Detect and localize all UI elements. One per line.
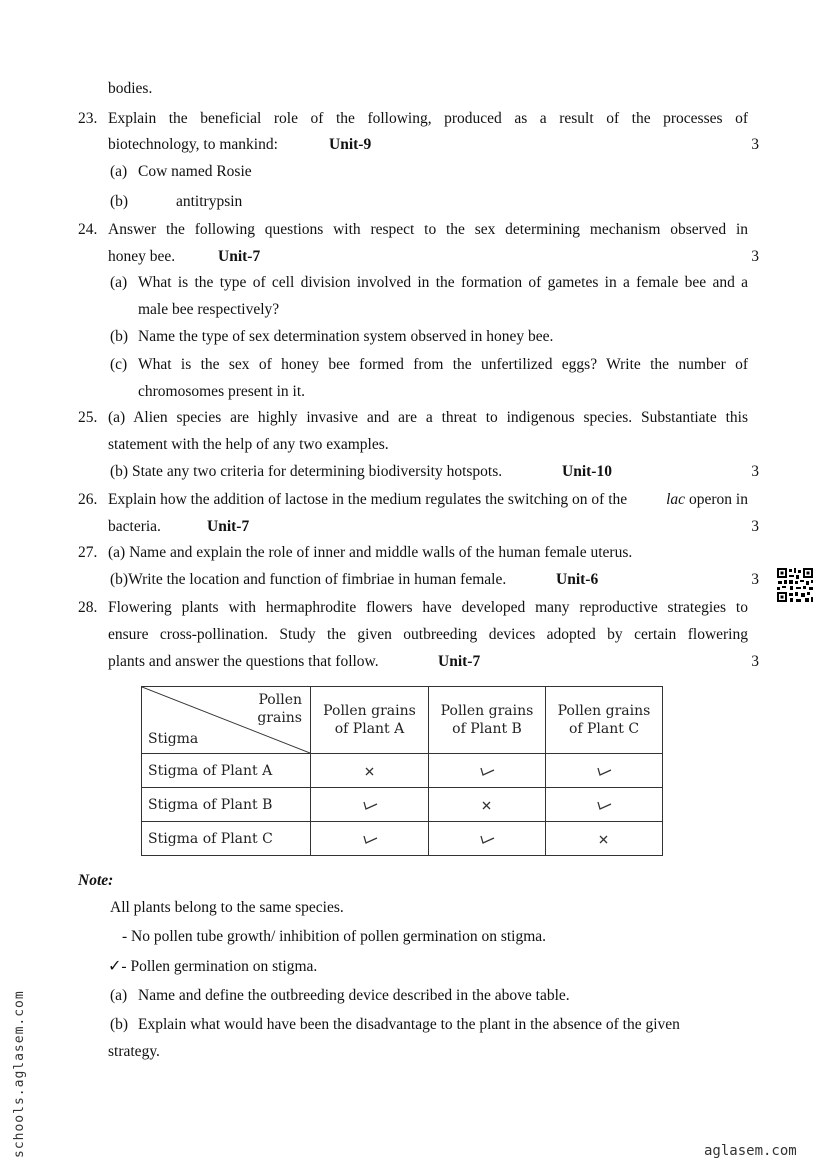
side-watermark: schools.aglasem.com: [12, 990, 27, 1158]
cross-icon: [595, 833, 613, 845]
cell-mark: [429, 788, 546, 822]
q25-line1: (a) Alien species are highly invasive and are a threat to indigenous species. Substantiate this: [108, 409, 748, 426]
table-row: [142, 822, 663, 856]
tick-icon: [595, 799, 613, 811]
corner-top-label-1: Pollen: [258, 692, 302, 708]
col-header-b-line2: of Plant B: [452, 721, 522, 737]
note-line3: [108, 957, 317, 976]
tick-icon: [478, 833, 496, 845]
q27-marks: 3: [751, 571, 759, 588]
q24-c-line2: chromosomes present in it.: [138, 383, 306, 400]
q24-line2: honey bee.: [108, 248, 176, 265]
q25-marks: 3: [751, 463, 759, 480]
col-header-plant-a: [311, 687, 429, 754]
qr-code-icon: [776, 567, 814, 603]
q27-unit: Unit-6: [556, 571, 599, 588]
note-line2: - No pollen tube growth/ inhibition of pollen germination on stigma.: [122, 928, 547, 945]
q23-marks: 3: [751, 136, 759, 153]
col-header-b-line1: Pollen grains: [440, 703, 534, 719]
cell-mark: [429, 822, 546, 856]
q26-marks: 3: [751, 518, 759, 535]
q23-unit: Unit-9: [329, 136, 372, 153]
q27-number: 27.: [78, 544, 98, 561]
q26-number: 26.: [78, 491, 98, 508]
q25-line3: (b) State any two criteria for determining biodiversity hotspots.: [110, 463, 503, 480]
note-line3-text: - Pollen germination on stigma.: [121, 958, 318, 975]
q23-a-label: (a): [110, 163, 128, 180]
cell-mark: [429, 754, 546, 788]
row-label-a: Stigma of Plant A: [142, 754, 311, 788]
table-corner-cell: [142, 687, 311, 754]
q28-line1: Flowering plants with hermaphrodite flowers have developed many reproductive strategies to: [108, 599, 748, 616]
cross-icon: [478, 799, 496, 811]
col-header-a-line2: of Plant A: [334, 721, 405, 737]
corner-top-label-2: grains: [257, 710, 302, 726]
q26-line1-pre: Explain how the addition of lactose in the medium regulates the switching on of the: [108, 491, 628, 508]
cell-mark: [546, 788, 663, 822]
q24-line1: Answer the following questions with respect to the sex determining mechanism observed in: [108, 221, 748, 238]
q23-line1: Explain the beneficial role of the following, produced as a result of the processes of: [108, 110, 748, 127]
q28-unit: Unit-7: [438, 653, 481, 670]
q26-unit: Unit-7: [207, 518, 250, 535]
q28-line2: ensure cross-pollination. Study the given outbreeding devices adopted by certain flowering: [108, 626, 748, 643]
pollination-table: [141, 686, 663, 856]
tick-icon: [595, 765, 613, 777]
q23-number: 23.: [78, 110, 98, 127]
q24-b-label: (b): [110, 328, 129, 345]
q24-a-line1: What is the type of cell division involved in the formation of gametes in a female bee and a: [138, 274, 748, 291]
q25-line2: statement with the help of any two examples.: [108, 436, 389, 453]
q23-line2: biotechnology, to mankind:: [108, 136, 278, 153]
q24-a-label: (a): [110, 274, 128, 291]
row-label-c: Stigma of Plant C: [142, 822, 311, 856]
q23-a-text: Cow named Rosie: [138, 163, 252, 180]
tick-icon: [361, 833, 379, 845]
note-title: Note:: [78, 872, 114, 889]
cell-mark: [311, 754, 429, 788]
q24-c-line1: What is the sex of honey bee formed from the unfertilized eggs? Write the number of: [138, 356, 748, 373]
cell-mark: [546, 754, 663, 788]
corner-bottom-label: Stigma: [148, 731, 199, 747]
q28-line3: plants and answer the questions that follow.: [108, 653, 379, 670]
table-row: [142, 788, 663, 822]
cross-icon: [361, 765, 379, 777]
checkmark-icon: ✓: [108, 956, 122, 975]
q25-number: 25.: [78, 409, 98, 426]
note-qa-label: (a): [110, 987, 128, 1004]
q24-marks: 3: [751, 248, 759, 265]
tick-icon: [478, 765, 496, 777]
q26-line2: bacteria.: [108, 518, 161, 535]
q25-unit: Unit-10: [562, 463, 612, 480]
col-header-c-line1: Pollen grains: [557, 703, 651, 719]
col-header-a-line1: Pollen grains: [323, 703, 416, 719]
q23-b-text: antitrypsin: [176, 193, 243, 210]
q27-line1: (a) Name and explain the role of inner and middle walls of the human female uterus.: [108, 544, 633, 561]
note-line1: All plants belong to the same species.: [110, 899, 344, 916]
tick-icon: [361, 799, 379, 811]
table-row: [142, 754, 663, 788]
q28-marks: 3: [751, 653, 759, 670]
continued-text: bodies.: [108, 80, 153, 97]
q24-a-line2: male bee respectively?: [138, 301, 280, 318]
note-qb-line2: strategy.: [108, 1043, 160, 1060]
table-header-row: [142, 687, 663, 754]
cell-mark: [546, 822, 663, 856]
note-qb-label: (b): [110, 1016, 129, 1033]
col-header-plant-b: [429, 687, 546, 754]
q28-number: 28.: [78, 599, 98, 616]
note-qa-text: Name and define the outbreeding device described in the above table.: [138, 987, 570, 1004]
q24-number: 24.: [78, 221, 98, 238]
cell-mark: [311, 788, 429, 822]
col-header-plant-c: [546, 687, 663, 754]
row-label-b: Stigma of Plant B: [142, 788, 311, 822]
q26-lac-italic: lac: [666, 491, 686, 508]
footer-watermark: aglasem.com: [704, 1143, 797, 1159]
q24-unit: Unit-7: [218, 248, 261, 265]
q26-line1: [108, 491, 748, 509]
q24-b-text: Name the type of sex determination system observed in honey bee.: [138, 328, 554, 345]
q27-line2: (b)Write the location and function of fimbriae in human female.: [110, 571, 507, 588]
note-qb-line1: Explain what would have been the disadvantage to the plant in the absence of the given: [138, 1016, 680, 1033]
q26-line1-post: operon in: [689, 491, 748, 508]
cell-mark: [311, 822, 429, 856]
q23-b-label: (b): [110, 193, 129, 210]
q24-c-label: (c): [110, 356, 128, 373]
col-header-c-line2: of Plant C: [568, 721, 640, 737]
